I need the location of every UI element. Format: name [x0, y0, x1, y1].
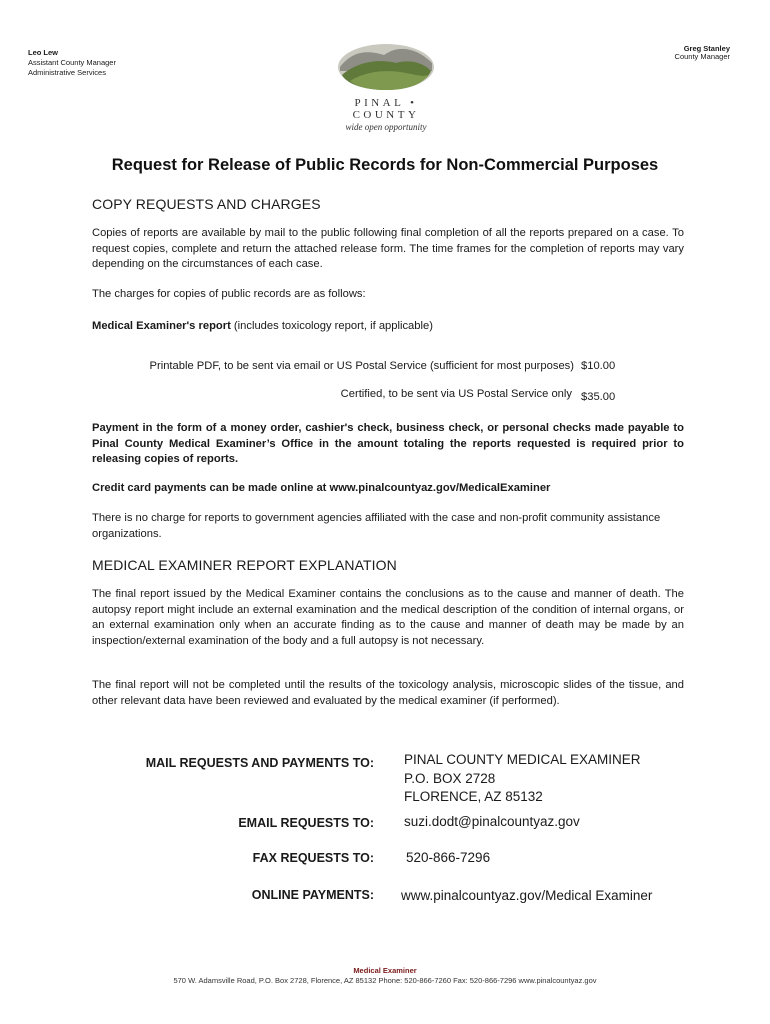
section-heading-copy-requests: COPY REQUESTS AND CHARGES [92, 196, 321, 212]
mountain-logo-icon [336, 41, 436, 91]
fax-requests-label: FAX REQUESTS TO: [252, 851, 374, 865]
charges-intro: The charges for copies of public records are as follows: [92, 288, 366, 300]
email-address[interactable]: suzi.dodt@pinalcountyaz.gov [404, 814, 580, 829]
page-title: Request for Release of Public Records for Non-Commercial Purposes [111, 156, 659, 174]
header-right [675, 45, 730, 61]
mail-requests-label: MAIL REQUESTS AND PAYMENTS TO: [145, 756, 374, 770]
logo-tagline: wide open opportunity [345, 122, 427, 132]
copies-paragraph: Copies of reports are available by mail to the public following final completion of all the reports prepared on a case. To request copies, complete and return the attached release form. The time frames for the completion of reports may vary depending on the circumstances of each case. [92, 227, 684, 270]
county-manager-name: Greg Stanley [683, 44, 730, 53]
section-heading-me-report: MEDICAL EXAMINER REPORT EXPLANATION [92, 557, 397, 573]
no-charge-paragraph: There is no charge for reports to government agencies affiliated with the case and non-profit community assistance organizations. [92, 512, 661, 540]
mail-address-line1: PINAL COUNTY MEDICAL EXAMINER [404, 752, 641, 767]
county-manager-title: County Manager [674, 52, 730, 61]
payment-paragraph: Payment in the form of a money order, cashier's check, business check, or personal checks made payable to Pinal County Medical Examiner’s Office in the amount totaling the reports requested is required prior to releasing copies of reports. [92, 422, 684, 465]
online-payments-label: ONLINE PAYMENTS: [251, 888, 374, 902]
fax-number: 520-866-7296 [406, 850, 491, 865]
footer [0, 966, 770, 985]
me-report-note: (includes toxicology report, if applicable) [230, 320, 433, 332]
email-requests-label: EMAIL REQUESTS TO: [238, 816, 374, 830]
me-report-paragraph: The final report issued by the Medical Examiner contains the conclusions as to the cause and manner of death. The autopsy report might include an external examination and the medical description of the condition of internal organs, or an external examination only when an accurate finding as to the cause and manner of death may be made by an inspection/external examination of the body and a full autopsy is not necessary. [92, 588, 684, 647]
price-label-certified: Certified, to be sent via US Postal Service only [340, 388, 572, 400]
price-amount-certified: $35.00 [581, 391, 616, 403]
me-report-line [92, 319, 684, 335]
assistant-manager-title: Assistant County Manager [28, 58, 116, 67]
header-left [28, 48, 116, 78]
pinal-county-logo [318, 41, 454, 132]
final-report-paragraph: The final report will not be completed until the results of the toxicology analysis, microscopic slides of the tissue, and other relevant data have been reviewed and evaluated by the medical examiner (if performed). [92, 679, 684, 707]
mail-address-line2: P.O. BOX 2728 [404, 770, 496, 786]
price-amount-pdf: $10.00 [581, 360, 616, 372]
price-label-pdf: Printable PDF, to be sent via email or US Postal Service (sufficient for most purposes) [149, 360, 574, 372]
online-payments-url[interactable]: www.pinalcountyaz.gov/Medical Examiner [401, 888, 653, 903]
mail-address [404, 751, 641, 807]
department-name: Administrative Services [28, 68, 106, 77]
assistant-manager-name: Leo Lew [28, 48, 59, 57]
footer-heading: Medical Examiner [353, 966, 417, 975]
mail-address-line3: FLORENCE, AZ 85132 [404, 789, 543, 804]
footer-address: 570 W. Adamsville Road, P.O. Box 2728, Florence, AZ 85132 Phone: 520-866-7260 Fax: 520-866-7296 www.pinalcountyaz.gov [173, 976, 597, 985]
credit-card-line: Credit card payments can be made online at www.pinalcountyaz.gov/MedicalExaminer [92, 482, 551, 494]
logo-county-text: PINAL • COUNTY [352, 97, 420, 121]
me-report-label: Medical Examiner's report [92, 320, 231, 332]
